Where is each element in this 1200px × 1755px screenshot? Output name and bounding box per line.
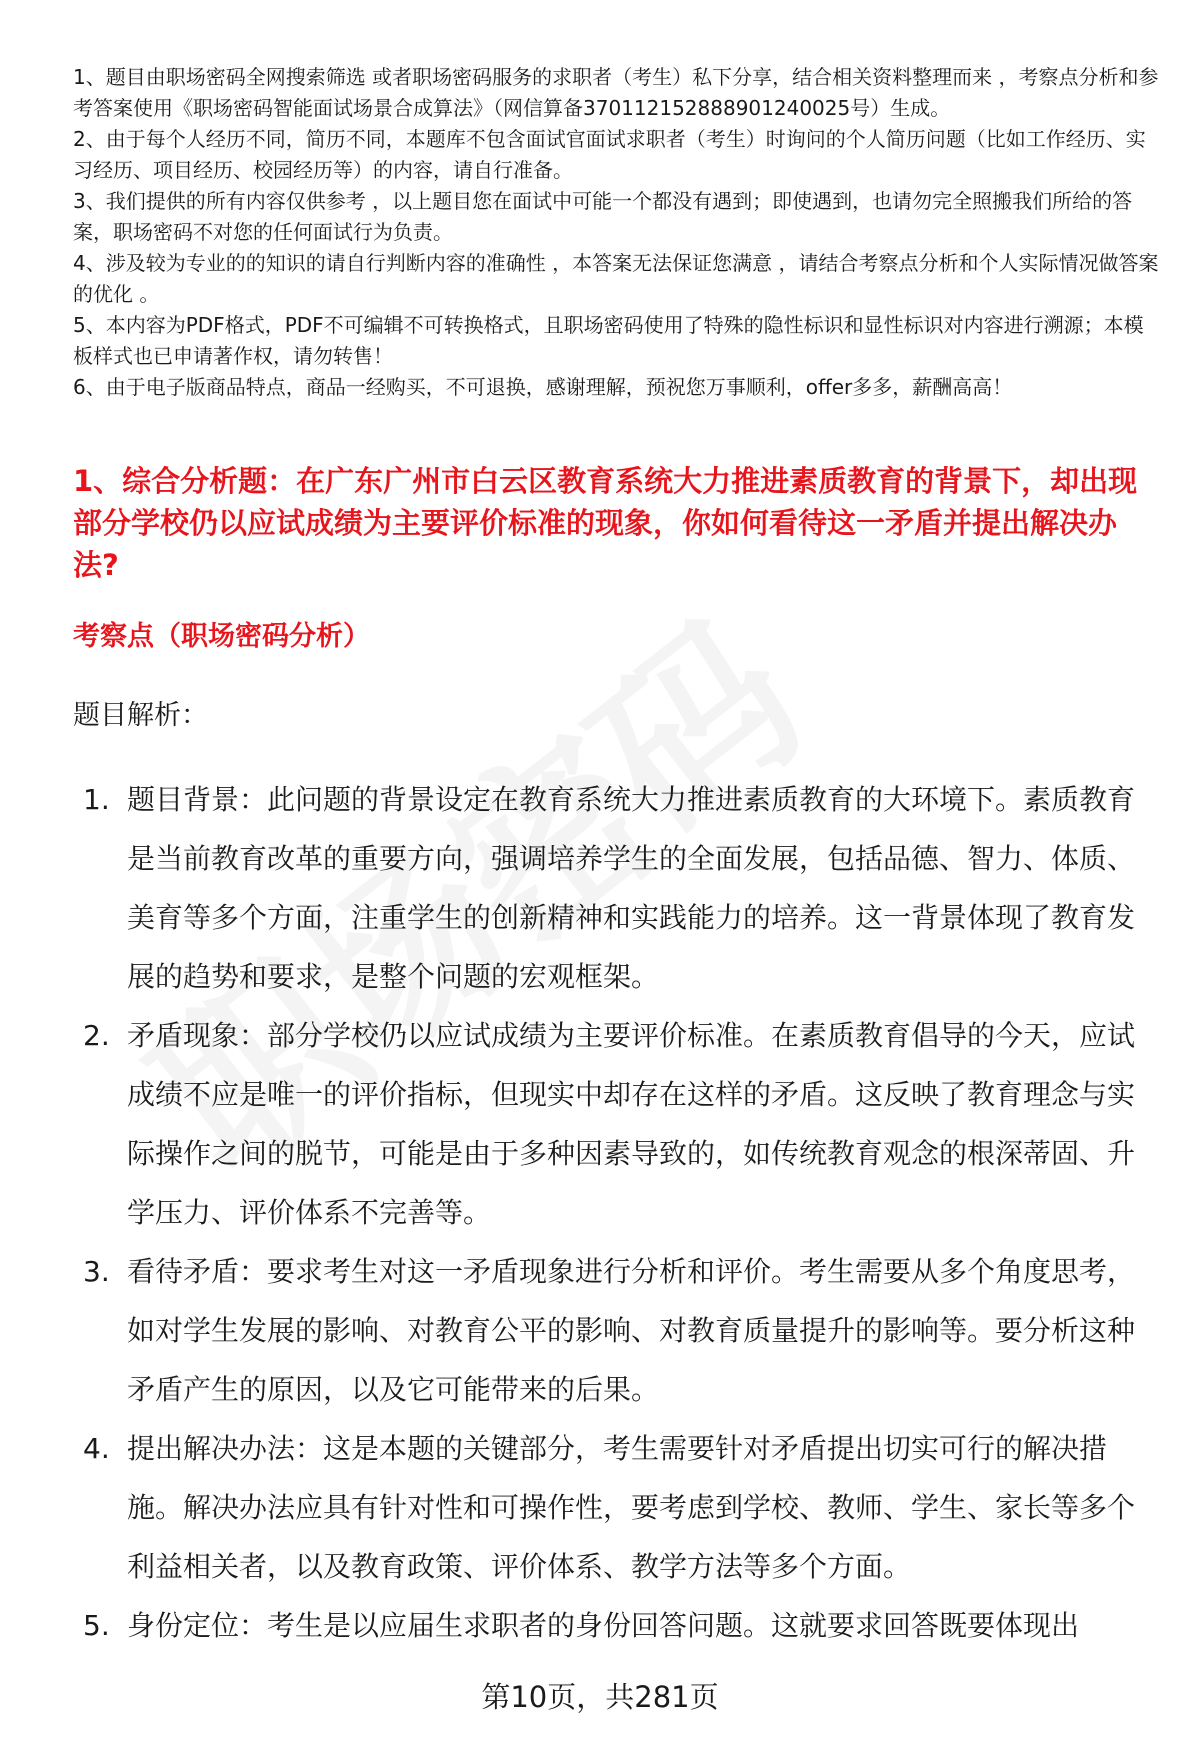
analysis-list (73, 770, 1153, 1655)
list-item (73, 1242, 1153, 1419)
list-item (73, 1419, 1153, 1596)
notice-item: 5、本内容为PDF格式，PDF不可编辑不可转换格式，且职场密码使用了特殊的隐性标识和显性标识对内容进行溯源；本模板样式也已申请著作权，请勿转售！ (73, 313, 1144, 368)
list-number: 3. (83, 1255, 110, 1288)
notice-item: 3、我们提供的所有内容仅供参考 ，以上题目您在面试中可能一个都没有遇到；即使遇到，也请勿完全照搬我们所给的答案，职场密码不对您的任何面试行为负责。 (73, 189, 1133, 244)
notice-item: 2、由于每个人经历不同，简历不同，本题库不包含面试官面试求职者（考生）时询问的个人简历问题（比如工作经历、实习经历、项目经历、校园经历等）的内容，请自行准备。 (73, 127, 1146, 182)
list-text: 题目背景：此问题的背景设定在教育系统大力推进素质教育的大环境下。素质教育是当前教育改革的重要方向，强调培养学生的全面发展，包括品德、智力、体质、美育等多个方面，注重学生的创新精神和实践能力的培养。这一背景体现了教育发展的趋势和要求，是整个问题的宏观框架。 (127, 783, 1136, 993)
page-number: 第10页，共281页 (481, 1680, 719, 1714)
kaocha-heading: 考察点（职场密码分析） (73, 621, 370, 652)
list-text: 提出解决办法：这是本题的关键部分，考生需要针对矛盾提出切实可行的解决措施。解决办法应具有针对性和可操作性，要考虑到学校、教师、学生、家长等多个利益相关者，以及教育政策、评价体系、教学方法等多个方面。 (127, 1432, 1136, 1583)
list-item (73, 1596, 1153, 1655)
notice-item: 4、涉及较为专业的的知识的请自行判断内容的准确性 ，本答案无法保证您满意 ，请结合考察点分析和个人实际情况做答案的优化 。 (73, 251, 1159, 306)
list-number: 5. (83, 1609, 110, 1642)
list-text: 矛盾现象：部分学校仍以应试成绩为主要评价标准。在素质教育倡导的今天，应试成绩不应是唯一的评价指标，但现实中却存在这样的矛盾。这反映了教育理念与实际操作之间的脱节，可能是由于多种因素导致的，如传统教育观念的根深蒂固、升学压力、评价体系不完善等。 (127, 1019, 1136, 1229)
list-number: 1. (83, 783, 110, 816)
analysis-label: 题目解析： (73, 700, 208, 731)
list-item (73, 1006, 1153, 1242)
notice-item: 1、题目由职场密码全网搜索筛选 或者职场密码服务的求职者（考生）私下分享，结合相关资料整理而来 ，考察点分析和参考答案使用《职场密码智能面试场景合成算法》（网信算备370112152888901240025号）生成。 (73, 65, 1159, 120)
list-item (73, 770, 1153, 1006)
notice-block (73, 62, 1163, 403)
list-number: 2. (83, 1019, 110, 1052)
list-text: 看待矛盾：要求考生对这一矛盾现象进行分析和评价。考生需要从多个角度思考，如对学生发展的影响、对教育公平的影响、对教育质量提升的影响等。要分析这种矛盾产生的原因，以及它可能带来的后果。 (127, 1255, 1136, 1406)
question-title: 1、综合分析题：在广东广州市白云区教育系统大力推进素质教育的背景下，却出现部分学校仍以应试成绩为主要评价标准的现象，你如何看待这一矛盾并提出解决办法? (73, 464, 1138, 582)
list-text: 身份定位：考生是以应届生求职者的身份回答问题。这就要求回答既要体现出 (127, 1609, 1080, 1642)
notice-item: 6、由于电子版商品特点，商品一经购买，不可退换，感谢理解，预祝您万事顺利，offer多多，薪酬高高！ (73, 375, 1013, 399)
list-number: 4. (83, 1432, 110, 1465)
